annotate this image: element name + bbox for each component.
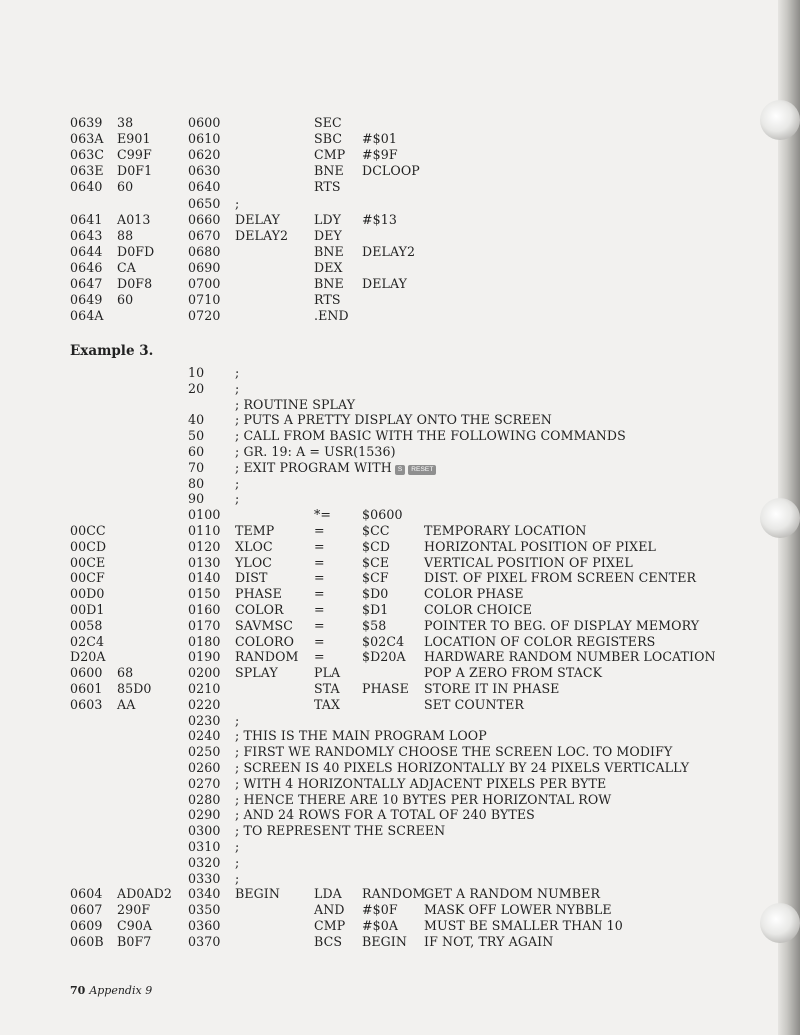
operand-cell: RANDOM	[362, 886, 426, 902]
label-cell: TEMP	[235, 523, 275, 538]
label-cell: ;	[235, 854, 240, 870]
label-cell: ;	[235, 491, 240, 507]
line-number-cell: 0110	[188, 523, 221, 538]
line-number-cell: 50	[188, 428, 205, 444]
opcode-cell: D0F8	[117, 276, 153, 291]
line-number-cell: 0300	[188, 823, 221, 839]
opcode-cell: 60	[117, 292, 134, 308]
code-line	[0, 839, 760, 855]
comment-cell: POP A ZERO FROM STACK	[424, 665, 603, 681]
code-line	[0, 212, 760, 228]
label-cell: ;	[235, 195, 240, 211]
label-cell: ; AND 24 ROWS FOR A TOTAL OF 240 BYTES	[235, 807, 535, 823]
opcode-cell: 38	[117, 115, 134, 130]
code-line	[0, 934, 760, 950]
address-cell: 060B	[70, 933, 104, 949]
operand-cell: DCLOOP	[362, 163, 420, 179]
address-cell: 064A	[70, 308, 104, 324]
operand-cell: $02C4	[362, 633, 405, 649]
opcode-cell: 88	[117, 227, 134, 243]
line-number-cell: 0690	[188, 259, 221, 275]
comment-cell: SET COUNTER	[424, 696, 524, 712]
mnemonic-cell: =	[314, 602, 325, 617]
line-number-cell: 0150	[188, 586, 221, 602]
label-cell: ; SCREEN IS 40 PIXELS HORIZONTALLY BY 24 PIXELS VERTICALLY	[235, 760, 690, 775]
line-number-cell: 0710	[188, 292, 221, 308]
line-number-cell: 0620	[188, 147, 221, 163]
mnemonic-cell: PLA	[314, 665, 341, 681]
code-line	[0, 444, 760, 460]
line-number-cell: 0180	[188, 633, 221, 649]
code-line	[0, 886, 760, 902]
mnemonic-cell: DEX	[314, 259, 343, 275]
code-line	[0, 681, 760, 697]
mnemonic-cell: LDA	[314, 886, 342, 902]
comment-cell: GET A RANDOM NUMBER	[424, 886, 601, 902]
address-cell: 0643	[70, 227, 103, 243]
line-number-cell: 0120	[188, 538, 221, 554]
label-cell: ; WITH 4 HORIZONTALLY ADJACENT PIXELS PER BYTE	[235, 775, 607, 791]
opcode-cell: C90A	[117, 918, 153, 933]
mnemonic-cell: BNE	[314, 243, 344, 259]
comment-cell: TEMPORARY LOCATION	[424, 523, 587, 538]
label-cell: SPLAY	[235, 665, 278, 681]
label-cell: COLOR	[235, 602, 284, 617]
code-line	[0, 397, 760, 413]
code-line	[0, 131, 760, 147]
operand-cell: $D0	[362, 586, 389, 602]
line-number-cell: 0610	[188, 131, 221, 147]
address-cell: 00D0	[70, 586, 105, 602]
line-number-cell: 0320	[188, 854, 221, 870]
line-number-cell: 0650	[188, 195, 221, 211]
line-number-cell: 0190	[188, 649, 221, 665]
line-number-cell: 0230	[188, 712, 221, 728]
code-line	[0, 555, 760, 571]
label-cell: ; ROUTINE SPLAY	[235, 396, 356, 412]
line-number-cell: 60	[188, 444, 205, 459]
mnemonic-cell: RTS	[314, 292, 341, 308]
operand-cell: $CF	[362, 570, 389, 586]
address-cell: 063C	[70, 147, 105, 163]
address-cell: 0607	[70, 902, 103, 918]
label-cell: ;	[235, 365, 240, 380]
code-line	[0, 586, 760, 602]
line-number-cell: 0660	[188, 211, 221, 227]
line-number-cell: 0140	[188, 570, 221, 586]
code-line	[0, 728, 760, 744]
operand-cell: #$9F	[362, 147, 398, 163]
operand-cell: #$01	[362, 131, 397, 147]
line-number-cell: 0670	[188, 227, 221, 243]
address-cell: 063A	[70, 131, 104, 147]
code-line	[0, 539, 760, 555]
operand-cell: #$0A	[362, 918, 399, 933]
opcode-cell: 60	[117, 179, 134, 195]
operand-cell: $D1	[362, 602, 389, 617]
comment-cell: VERTICAL POSITION OF PIXEL	[424, 554, 633, 570]
code-line	[0, 602, 760, 618]
label-cell: ; GR. 19: A = USR(1536)	[235, 444, 396, 459]
address-cell: D20A	[70, 649, 106, 665]
label-cell: PHASE	[235, 586, 282, 602]
opcode-cell: D0FD	[117, 243, 155, 259]
line-number-cell: 0240	[188, 728, 221, 744]
label-cell: ; HENCE THERE ARE 10 BYTES PER HORIZONTAL ROW	[235, 791, 612, 807]
comment-cell: IF NOT, TRY AGAIN	[424, 933, 554, 949]
address-cell: 00CF	[70, 570, 105, 586]
line-number-cell: 80	[188, 475, 205, 491]
code-line	[0, 823, 760, 839]
code-line	[0, 412, 760, 428]
code-line	[0, 244, 760, 260]
operand-cell: DELAY	[362, 276, 408, 291]
reset-key-icon: RESET	[408, 465, 436, 475]
mnemonic-cell: =	[314, 554, 325, 570]
code-line	[0, 460, 760, 476]
address-cell: 0604	[70, 886, 103, 902]
mnemonic-cell: =	[314, 570, 325, 586]
mnemonic-cell: BNE	[314, 276, 344, 291]
line-number-cell: 0330	[188, 870, 221, 886]
code-line	[0, 260, 760, 276]
code-line	[0, 744, 760, 760]
line-number-cell: 0640	[188, 179, 221, 195]
mnemonic-cell: SEC	[314, 115, 342, 130]
line-number-cell: 0600	[188, 115, 221, 130]
line-number-cell: 0160	[188, 602, 221, 617]
address-cell: 00CC	[70, 523, 106, 538]
mnemonic-cell: =	[314, 538, 325, 554]
mnemonic-cell: SBC	[314, 131, 343, 147]
code-line	[0, 523, 760, 539]
address-cell: 00CE	[70, 554, 106, 570]
code-line	[0, 807, 760, 823]
code-line	[0, 665, 760, 681]
mnemonic-cell: STA	[314, 681, 340, 696]
opcode-cell: 68	[117, 665, 134, 681]
label-cell: ; CALL FROM BASIC WITH THE FOLLOWING COMMANDS	[235, 428, 626, 444]
mnemonic-cell: =	[314, 617, 325, 633]
code-line	[0, 713, 760, 729]
page-footer	[70, 984, 152, 997]
line-number-cell: 0170	[188, 617, 221, 633]
line-number-cell: 0360	[188, 918, 221, 933]
comment-cell: LOCATION OF COLOR REGISTERS	[424, 633, 656, 649]
mnemonic-cell: DEY	[314, 227, 342, 243]
comment-cell: POINTER TO BEG. OF DISPLAY MEMORY	[424, 617, 700, 633]
comment-cell: HARDWARE RANDOM NUMBER LOCATION	[424, 649, 716, 665]
label-cell: RANDOM	[235, 649, 299, 665]
example-title: Example 3.	[70, 343, 154, 359]
opcode-cell: 290F	[117, 902, 151, 918]
line-number-cell: 20	[188, 380, 205, 396]
comment-cell: HORIZONTAL POSITION OF PIXEL	[424, 538, 656, 554]
operand-cell: $CE	[362, 554, 390, 570]
code-line	[0, 365, 760, 381]
code-line	[0, 381, 760, 397]
operand-cell: $58	[362, 617, 387, 633]
code-line	[0, 855, 760, 871]
address-cell: 0639	[70, 115, 103, 130]
comment-cell: MASK OFF LOWER NYBBLE	[424, 902, 612, 918]
code-line	[0, 760, 760, 776]
code-line	[0, 428, 760, 444]
mnemonic-cell: *=	[314, 507, 332, 523]
address-cell: 0646	[70, 259, 103, 275]
label-cell: SAVMSC	[235, 617, 293, 633]
mnemonic-cell: LDY	[314, 211, 342, 227]
code-line	[0, 570, 760, 586]
mnemonic-cell: AND	[314, 902, 345, 918]
label-cell: ; PUTS A PRETTY DISPLAY ONTO THE SCREEN	[235, 412, 552, 428]
label-cell: DELAY2	[235, 227, 289, 243]
code-line	[0, 163, 760, 179]
binder-hole	[760, 498, 800, 538]
address-cell: 0641	[70, 211, 103, 227]
label-cell: XLOC	[235, 538, 273, 554]
operand-cell: DELAY2	[362, 243, 416, 259]
code-line	[0, 491, 760, 507]
comment-cell: MUST BE SMALLER THAN 10	[424, 918, 623, 933]
code-line	[0, 634, 760, 650]
label-cell: ; THIS IS THE MAIN PROGRAM LOOP	[235, 728, 487, 744]
label-cell: ;	[235, 475, 240, 491]
code-line	[0, 649, 760, 665]
line-number-cell: 0680	[188, 243, 221, 259]
label-cell: ;	[235, 380, 240, 396]
line-number-cell: 0310	[188, 839, 221, 854]
address-cell: 02C4	[70, 633, 105, 649]
line-number-cell: 0630	[188, 163, 221, 179]
address-cell: 0647	[70, 276, 103, 291]
line-number-cell: 0700	[188, 276, 221, 291]
mnemonic-cell: RTS	[314, 179, 341, 195]
label-cell: DELAY	[235, 211, 281, 227]
binder-hole	[760, 903, 800, 943]
operand-cell: $CD	[362, 538, 391, 554]
code-line	[0, 476, 760, 492]
page-number: 70	[70, 984, 86, 997]
opcode-cell: AD0AD2	[117, 886, 173, 902]
line-number-cell: 90	[188, 491, 205, 507]
code-line	[0, 918, 760, 934]
mnemonic-cell: CMP	[314, 918, 346, 933]
line-number-cell: 0220	[188, 696, 221, 712]
line-number-cell: 0350	[188, 902, 221, 918]
label-cell: ; TO REPRESENT THE SCREEN	[235, 823, 446, 839]
label-cell: ;	[235, 712, 240, 728]
code-line	[0, 147, 760, 163]
code-line	[0, 228, 760, 244]
mnemonic-cell: BCS	[314, 933, 343, 949]
code-line	[0, 902, 760, 918]
line-number-cell: 40	[188, 412, 205, 428]
operand-cell: $D20A	[362, 649, 406, 665]
address-cell: 0058	[70, 617, 103, 633]
binder-hole	[760, 100, 800, 140]
code-line	[0, 292, 760, 308]
operand-cell: #$13	[362, 211, 397, 227]
opcode-cell: B0F7	[117, 933, 152, 949]
comment-cell: COLOR CHOICE	[424, 602, 533, 617]
operand-cell: $CC	[362, 523, 390, 538]
code-line	[0, 308, 760, 324]
opcode-cell: E901	[117, 131, 151, 147]
line-number-cell: 0270	[188, 775, 221, 791]
address-cell: 0600	[70, 665, 103, 681]
opcode-cell: AA	[117, 696, 136, 712]
address-cell: 0649	[70, 292, 103, 308]
mnemonic-cell: CMP	[314, 147, 346, 163]
line-number-cell: 0370	[188, 933, 221, 949]
address-cell: 0644	[70, 243, 103, 259]
address-cell: 0601	[70, 681, 103, 696]
line-number-cell: 70	[188, 459, 205, 475]
address-cell: 063E	[70, 163, 104, 179]
address-cell: 0609	[70, 918, 103, 933]
address-cell: 00D1	[70, 602, 105, 617]
label-cell: ;	[235, 870, 240, 886]
mnemonic-cell: TAX	[314, 696, 341, 712]
mnemonic-cell: .END	[314, 308, 349, 324]
code-line	[0, 115, 760, 131]
line-number-cell: 0260	[188, 760, 221, 775]
label-cell: COLORO	[235, 633, 295, 649]
label-cell: ; FIRST WE RANDOMLY CHOOSE THE SCREEN LOC. TO MODIFY	[235, 744, 673, 760]
address-cell: 0640	[70, 179, 103, 195]
line-number-cell: 0100	[188, 507, 221, 523]
line-number-cell: 0290	[188, 807, 221, 823]
line-number-cell: 0720	[188, 308, 221, 324]
label-cell: BEGIN	[235, 886, 281, 902]
footer-label: Appendix 9	[89, 984, 153, 997]
comment-cell: DIST. OF PIXEL FROM SCREEN CENTER	[424, 570, 697, 586]
code-line	[0, 697, 760, 713]
opcode-cell: D0F1	[117, 163, 153, 179]
code-line	[0, 196, 760, 212]
line-number-cell: 0250	[188, 744, 221, 760]
operand-cell: #$0F	[362, 902, 398, 918]
opcode-cell: C99F	[117, 147, 152, 163]
code-line	[0, 871, 760, 887]
code-line	[0, 507, 760, 523]
label-cell: ;	[235, 839, 240, 854]
operand-cell: BEGIN	[362, 933, 408, 949]
code-line	[0, 792, 760, 808]
operand-cell: $0600	[362, 507, 403, 523]
opcode-cell: A013	[117, 211, 151, 227]
opcode-cell: CA	[117, 259, 136, 275]
mnemonic-cell: =	[314, 523, 325, 538]
code-line	[0, 179, 760, 195]
s-key-icon: S	[395, 465, 405, 475]
line-number-cell: 0200	[188, 665, 221, 681]
mnemonic-cell: BNE	[314, 163, 344, 179]
line-number-cell: 0340	[188, 886, 221, 902]
address-cell: 0603	[70, 696, 103, 712]
line-number-cell: 10	[188, 365, 205, 380]
label-cell: ; EXIT PROGRAM WITH S RESET	[235, 460, 436, 476]
mnemonic-cell: =	[314, 586, 325, 602]
comment-cell: COLOR PHASE	[424, 586, 524, 602]
code-line	[0, 618, 760, 634]
mnemonic-cell: =	[314, 649, 325, 665]
line-number-cell: 0210	[188, 681, 221, 696]
comment-cell: STORE IT IN PHASE	[424, 681, 560, 696]
label-cell: YLOC	[235, 554, 273, 570]
code-line	[0, 776, 760, 792]
label-cell: DIST	[235, 570, 268, 586]
code-line	[0, 276, 760, 292]
operand-cell: PHASE	[362, 681, 409, 696]
opcode-cell: 85D0	[117, 681, 152, 696]
line-number-cell: 0280	[188, 791, 221, 807]
mnemonic-cell: =	[314, 633, 325, 649]
address-cell: 00CD	[70, 538, 107, 554]
line-number-cell: 0130	[188, 554, 221, 570]
